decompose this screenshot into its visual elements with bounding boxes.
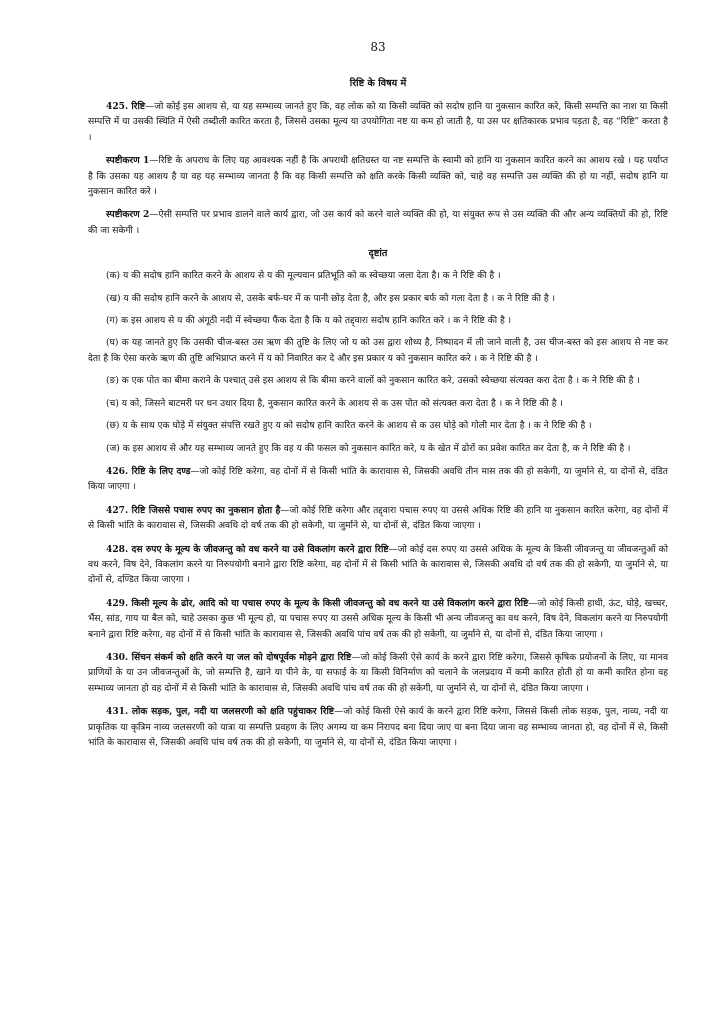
illustration-nga: (ङ) क एक पोत का बीमा कराने के पश्चात् उसे इस आशय से कि बीमा करने वालों को नुकसान कारित करे, उसको स्वेच्छया संत्यक्त करा देता है । क ने रिष्टि की है । [106, 376, 640, 387]
explanation-1-label: स्पष्टीकरण 1 [106, 155, 150, 167]
section-430-text: —जो कोई किसी ऐसे कार्य के करने द्वारा रिष्टि करेगा, जिससे कृषिक प्रयोजनों के लिए, या मानव प्राणियों के या उन जीवजन्तुओं के, जो सम्पत्ति है, खाने या पीने के, या सफाई के या किसी विनिर्माण को चलाने के जलप्रदाय में कमी कारित होती हो या कमी कारित होना वह सम्भाव्य जानता हो वह दोनों में से किसी भांति के कारावास से, जिसकी अवधि पांच वर्ष तक की हो सकेगी, या जुर्माने से, या दोनों से, दंडित किया जाएगा । [88, 652, 668, 694]
section-428-title: 428. दस रुपए के मूल्य के जीवजन्तु को वध करने या उसे विकलांग करने द्वारा रिष्टि [106, 543, 389, 555]
illustration-chha: (छ) य के साथ एक घोड़े में संयुक्त संपत्ति रखते हुए य को सदोष हानि कारित करने के आशय से क उस घोड़े को गोली मार देता है । क ने रिष्टि की है । [106, 421, 592, 432]
section-431-title: 431. लोक सड़क, पुल, नदी या जलसरणी को क्षति पहुंचाकर रिष्टि [106, 706, 335, 718]
explanation-2-label: स्पष्टीकरण 2 [106, 209, 150, 221]
chapter-heading: रिष्टि के विषय में [349, 78, 407, 89]
illustrations-heading: दृष्टांत [368, 248, 388, 260]
section-429-title: 429. किसी मूल्य के ढोर, आदि को या पचास रुपए के मूल्य के किसी जीवजन्तु को वध करने या उसे विकलांग करने द्वारा रिष्टि [106, 597, 529, 609]
section-427-text: —जो कोई रिष्टि करेगा और तद्द्वारा पचास रुपए या उससे अधिक रिष्टि की हानि या नुकसान कारित करेगा, वह दोनों में से किसी भांति के कारावास से, जिसकी अवधि दो वर्ष तक की हो सकेगी, या जुर्माने से, या दोनों से, दंडित किया जाएगा । [88, 505, 668, 532]
section-426-title: 426. रिष्टि के लिए दण्ड [106, 465, 191, 477]
illustration-ka: (क) य की सदोष हानि कारित करने के आशय से य की मूल्यवान प्रतिभूति को क स्वेच्छया जला देता है। क ने रिष्टि की है । [106, 271, 501, 282]
section-431-text: —जो कोई किसी ऐसे कार्य के करने द्वारा रिष्टि करेगा, जिससे किसी लोक सड़क, पुल, नाव्य, नदी या प्राकृतिक या कृत्रिम नाव्य जलसरणी को यात्रा या सम्पत्ति प्रवहण के लिए अगम्य या कम निरापद बना दिया जाए या बना दिया जाना वह सम्भाव्य जानता हो, वह दोनों में से, किसी भांति के कारावास से, जिसकी अवधि पांच वर्ष तक की हो सकेगी, या जुर्माने से, या दोनों से, दंडित किया जाएगा । [88, 707, 668, 748]
section-429 [88, 596, 668, 643]
explanation-1-text: —रिष्टि के अपराध के लिए यह आवश्यक नहीं है कि अपराधी क्षतिग्रस्त या नष्ट सम्पत्ति के स्वामी को हानि या नुकसान कारित करने का आशय रखे । यह पर्याप्त है कि उसका यह आशय है या वह यह सम्भाव्य जानता है कि वह किसी सम्पत्ति को क्षति करके किसी व्यक्ति को, चाहे वह सम्पत्ति उस व्यक्ति की हो या नहीं, सदोष हानि या नुकसान कारित करे । [88, 156, 669, 198]
section-426 [88, 464, 668, 496]
section-425-text: —जो कोई इस आशय से, या यह सम्भाव्य जानते हुए कि, वह लोक को या किसी व्यक्ति को सदोष हानि या नुकसान कारित करे, किसी सम्पत्ति का नाश या किसी सम्पत्ति में या उसकी स्थिति में ऐसी तब्दीली कारित करता है, जिससे उसका मूल्य या उपयोगिता नष्ट या कम हो जाती है, या उस पर क्षतिकारक प्रभाव पड़ता है, वह “रिष्टि” करता है । [88, 102, 668, 143]
illustration-ja: (ज) क इस आशय से और यह सम्भाव्य जानते हुए कि वह य की फसल को नुकसान कारित करे, य के खेत में ढोरों का प्रवेश कारित कर देता है, क ने रिष्टि की है । [106, 443, 631, 454]
section-425-title: 425. रिष्टि [106, 101, 146, 112]
illustration-cha: (च) य को, जिसने बाटमरी पर धन उधार दिया है, नुकसान कारित करने के आशय से क उस पोत को संत्यक्त करा देता है । क ने रिष्टि की है । [106, 398, 563, 409]
explanation-2 [88, 207, 668, 239]
explanation-2-text: —ऐसी सम्पत्ति पर प्रभाव डालने वाले कार्य द्वारा, जो उस कार्य को करने वाले व्यक्ति की हो, या संयुक्त रूप से उस व्यक्ति की और अन्य व्यक्तियों की हो, रिष्टि की जा सकेगी । [88, 210, 668, 236]
document-page [88, 40, 668, 758]
section-429-text: —जो कोई किसी हाथी, ऊंट, घोड़े, खच्चर, भैंस, सांड, गाय या बैल को, चाहे उसका कुछ भी मूल्य हो, या पचास रुपए या उससे अधिक मूल्य के किसी भी अन्य जीवजन्तु का वध करने, विष देने, विकलांग करने या निरुपयोगी बनाने द्वारा रिष्टि करेगा, वह दोनों में से किसी भांति के कारावास से, जिसकी अवधि पांच वर्ष तक की हो सकेगी, या जुर्माने से, या दोनों से, दंडित किया जाएगा । [88, 598, 669, 640]
section-425 [88, 99, 668, 146]
explanation-1 [88, 153, 668, 200]
section-426-text: —जो कोई रिष्टि करेगा, वह दोनों में से किसी भांति के कारावास से, जिसकी अवधि तीन मास तक की हो सकेगी, या जुर्माने से, या दोनों से, दंडित किया जाएगा । [88, 466, 668, 493]
illustration-gha: (घ) क यह जानते हुए कि उसकी चीज-बस्त उस ऋण की तुष्टि के लिए जो य को उस द्वारा शोध्य है, निष्पादन में ली जाने वाली है, उस चीज-बस्त को इस आशय से नष्ट कर देता है कि ऐसा करके ऋण की तुष्टि अभिप्राप्त करने में य को निवारित कर दे और इस प्रकार य को नुकसान कारित करे । क ने रिष्टि की है । [88, 338, 668, 364]
section-430-title: 430. सिंचन संकर्म को क्षति करने या जल को दोषपूर्वक मोड़ने द्वारा रिष्टि [106, 651, 352, 663]
section-428 [88, 542, 668, 589]
section-430 [88, 650, 668, 697]
illustration-kha: (ख) य की सदोष हानि करने के आशय से, उसके बर्फ-घर में क पानी छोड़ देता है, और इस प्रकार बर्फ को गला देता है । क ने रिष्टि की है । [106, 293, 556, 304]
section-427 [88, 503, 668, 535]
section-427-title: 427. रिष्टि जिससे पचास रुपए का नुकसान होता है [106, 504, 281, 516]
section-428-text: —जो कोई दस रुपए या उससे अधिक के मूल्य के किसी जीवजन्तु या जीवजन्तुओं को वध करने, विष देने, विकलांग करने या निरुपयोगी बनाने द्वारा रिष्टि करेगा, वह दोनों में से किसी भांति के कारावास से, जिसकी अवधि दो वर्ष तक की हो सकेगी, या जुर्माने से, या दोनों से, दण्डित किया जाएगा । [88, 544, 668, 586]
section-431 [88, 704, 668, 751]
page-number: 83 [370, 40, 386, 54]
illustration-ga: (ग) क इस आशय से य की अंगूठी नदी में स्वेच्छया फैंक देता है कि य को तद्द्वारा सदोष हानि कारित करे । क ने रिष्टि की है । [106, 316, 512, 327]
